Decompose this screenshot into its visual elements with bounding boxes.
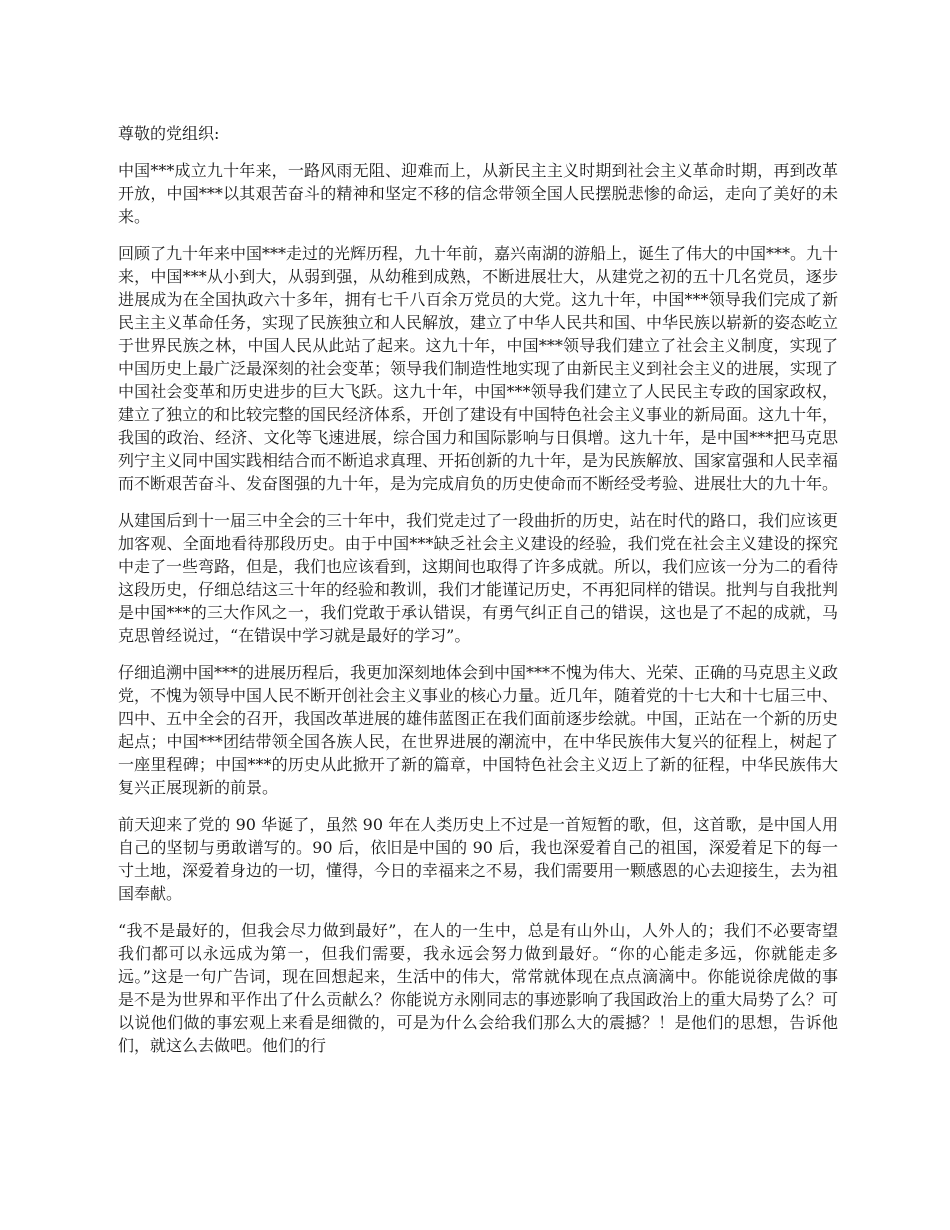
salutation: 尊敬的党组织:: [118, 124, 220, 143]
paragraph-best-effort: “我不是最好的，但我会尽力做到最好”，在人的一生中，总是有山外山，人外人的；我们不必要寄望我们都可以永远成为第一，但我们需要，我永远会努力做到最好。“你的心能走多远，你就能走多远。”这是一句广告词，现在回想起来，生活中的伟大，常常就体现在点点滴滴中。你能说徐虎做的事是不是为世界和平作出了什么贡献么？你能说方永刚同志的事迹影响了我国政治上的重大局势了么？可以说他们做的事宏观上来看是细微的，可是为什么会给我们那么大的震撼？！是他们的思想，告诉他们，就这么去做吧。他们的行: [118, 921, 839, 1055]
paragraph-history-review: 回顾了九十年来中国***走过的光辉历程，九十年前，嘉兴南湖的游船上，诞生了伟大的中国***。九十来，中国***从小到大，从弱到强，从幼稚到成熟，不断进展壮大，从建党之初的五十几名党员，逐步进展成为在全国执政六十多年，拥有七千八百余万党员的大党。这九十年，中国***领导我们完成了新民主主义革命任务，实现了民族独立和人民解放，建立了中华人民共和国、中华民族以崭新的姿态屹立于世界民族之林，中国人民从此站了起来。这九十年，中国***领导我们建立了社会主义制度，实现了中国历史上最广泛最深刻的社会变革；领导我们制造性地实现了由新民主义到社会主义的进展，实现了中国社会变革和历史进步的巨大飞跃。这九十年，中国***领导我们建立了人民民主专政的国家政权，建立了独立的和比较完整的国民经济体系，开创了建设有中国特色社会主义事业的新局面。这九十年，我国的政治、经济、文化等飞速进展，综合国力和国际影响与日俱增。这九十年，是中国***把马克思列宁主义同中国实践相结合而不断追求真理、开拓创新的九十年，是为民族解放、国家富强和人民幸福而不断艰苦奋斗、发奋图强的九十年，是为完成肩负的历史使命而不断经受考验、进展壮大的九十年。: [118, 244, 839, 493]
paragraph-anniversary: 前天迎来了党的 90 华诞了，虽然 90 年在人类历史上不过是一首短暂的歌，但，这首歌，是中国人用自己的坚韧与勇敢谱写的。90 后，依旧是中国的 90 后，我也深爱着自己的祖国，深爱着足下的每一寸土地，深爱着身边的一切，懂得，今日的幸福来之不易，我们需要用一颗感恩的心去迎接生，去为祖国奉献。: [118, 815, 839, 903]
paragraph-intro: 中国***成立九十年来，一路风雨无阻、迎难而上，从新民主主义时期到社会主义革命时期，再到改革开放，中国***以其艰苦奋斗的精神和坚定不移的信念带领全国人民摆脱悲惨的命运，走向了美好的未来。: [118, 161, 838, 226]
paragraph-thirty-years: 从建国后到十一届三中全会的三十年中，我们党走过了一段曲折的历史，站在时代的路口，我们应该更加客观、全面地看待那段历史。由于中国***缺乏社会主义建设的经验，我们党在社会主义建设的探究中走了一些弯路，但是，我们也应该看到，这期间也取得了许多成就。所以，我们应该一分为二的看待这段历史，仔细总结这三十年的经验和教训，我们才能谨记历史，不再犯同样的错误。批判与自我批判是中国***的三大作风之一，我们党敢于承认错误，有勇气纠正自己的错误，这也是了不起的成就，马克思曾经说过，“在错误中学习就是最好的学习”。: [118, 511, 839, 645]
document-page: [118, 122, 838, 1071]
paragraph-development: 仔细追溯中国***的进展历程后，我更加深刻地体会到中国***不愧为伟大、光荣、正确的马克思主义政党，不愧为领导中国人民不断开创社会主义事业的核心力量。近几年，随着党的十七大和十七届三中、四中、五中全会的召开，我国改革进展的雄伟蓝图正在我们面前逐步绘就。中国，正站在一个新的历史起点；中国***团结带领全国各族人民，在世界进展的潮流中，在中华民族伟大复兴的征程上，树起了一座里程碑；中国***的历史从此掀开了新的篇章，中国特色社会主义迈上了新的征程，中华民族伟大复兴正展现新的前景。: [118, 663, 839, 797]
